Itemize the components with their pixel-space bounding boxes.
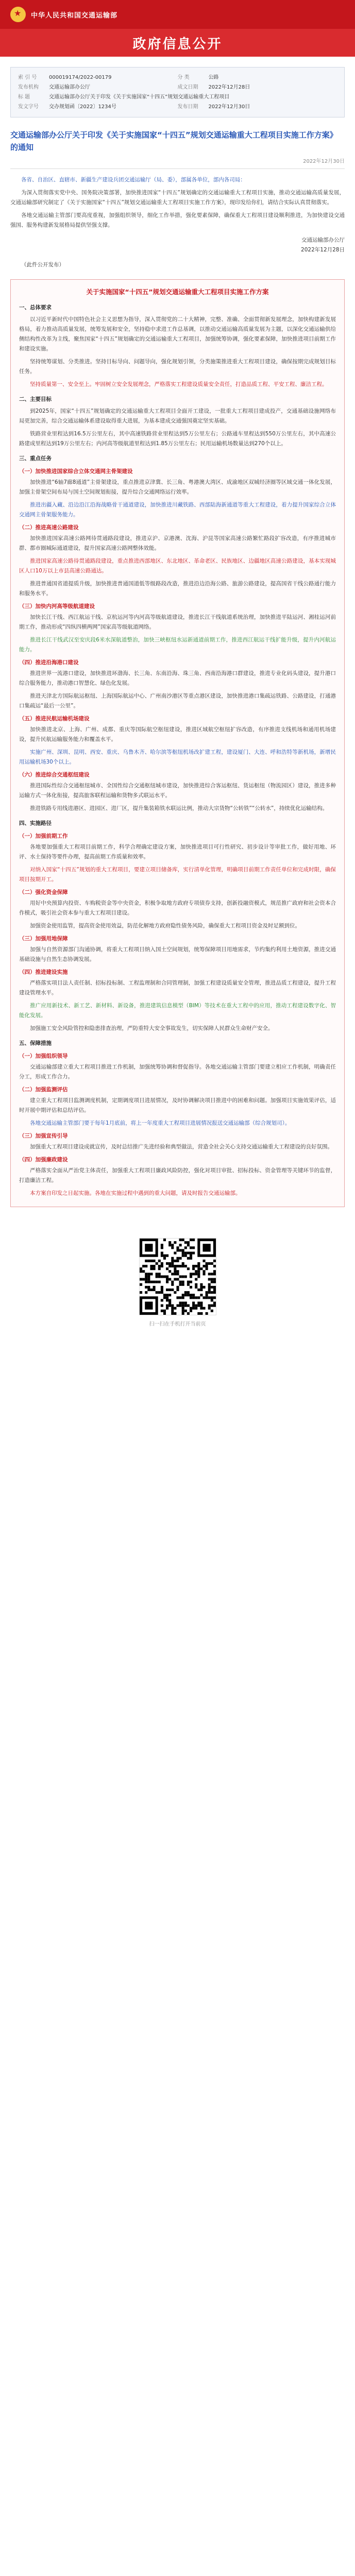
document-body [10, 169, 345, 1329]
attachment-document [10, 279, 345, 1207]
disclosure-note: （此件公开发布） [21, 262, 64, 268]
subsection-heading: （一）加强组织领导 [19, 1053, 68, 1059]
section-paragraph: 推进国际性综合交通枢纽城市、全国性综合交通枢纽城市建设，加快推进综合客运枢纽、货运枢纽（物流园区）建设，推进多种运输方式一体化衔接，提高旅客联程运输和货物多式联运水平。 [19, 783, 336, 799]
attachment-sections [19, 303, 336, 1198]
section-paragraph: 各地要加强重大工程项目前期工作，科学合理确定建设方案，加快推进项目可行性研究、初步设计等审批工作，做好用地、环评、水土保持等要件办理，提高前期工作质量和效率。 [19, 844, 336, 860]
section-paragraph: 加强与自然资源部门沟通协调，将重大工程项目纳入国土空间规划，统筹保障项目用地需求，节约集约利用土地资源，推进交通基础设施与自然生态协调发展。 [19, 946, 336, 962]
metadata-key: 发布机构 [18, 84, 39, 90]
section-paragraph: 建立重大工程项目监测调度机制，定期调度项目进展情况，及时协调解决项目推进中的困难和问题。加强项目实施效果评估，适时开展中期评估和总结评估。 [19, 1097, 336, 1113]
intro-paragraphs [10, 175, 345, 230]
section-paragraph: 加快推进国家高速公路网待贯通路段建设，推进京沪、京港澳、沈海、沪昆等国家高速公路繁忙路段扩容改造，有序推进城市群、都市圈城际通道建设，提升国家高速公路网整体效能。 [19, 535, 336, 551]
metadata-row [18, 82, 337, 92]
banner-title: 政府信息公开 [132, 36, 223, 52]
section-paragraph: 加强施工安全风险管控和隐患排查治理，严防重特大安全事故发生，切实保障人民群众生命财产安全。 [30, 1025, 274, 1031]
intro-paragraph: 各地交通运输主管部门要高度重视，加强组织领导，细化工作举措，强化要素保障，确保重大工程项目建设顺利推进，为加快建设交通强国、服务构建新发展格局提供坚强支撑。 [10, 212, 345, 228]
metadata-row [18, 73, 337, 82]
metadata-cell [18, 82, 178, 92]
section-heading: 三、重点任务 [19, 455, 52, 462]
subsection-heading: （六）推进综合交通枢纽建设 [19, 772, 90, 778]
section-paragraph: 各地交通运输主管部门要于每年1月底前，将上一年度重大工程项目进展情况报送交通运输部（综合规划司）。 [30, 1120, 291, 1126]
subsection-heading: （四）推进沿海港口建设 [19, 659, 79, 666]
signature-date: 2022年12月28日 [301, 247, 345, 253]
section-paragraph: 推进天津北方国际航运枢纽、上海国际航运中心、广州南沙港区等重点港区建设，加快推进港口集疏运铁路、公路建设，打通港口集疏运“最后一公里”。 [19, 693, 336, 709]
metadata-value: 交通运输部办公厅关于印发《关于实施国家“十四五”规划交通运输重大工程项目 [49, 94, 230, 100]
section-paragraph: 推进出疆入藏、沿边沿江沿海战略骨干通道建设，加快推进川藏铁路、西部陆海新通道等重大工程建设，着力提升国家综合立体交通网主骨架服务能力。 [19, 502, 336, 518]
section-paragraph: 推进普通国省道提质升级，加快推进普通国道低等级路段改造，推进沿边沿海公路、旅游公路建设，提高国省干线公路通行能力和服务水平。 [19, 581, 336, 597]
subsection-heading: （四）加强廉政建设 [19, 1157, 68, 1163]
metadata-row [18, 92, 337, 102]
subsection-heading: （三）加强用地保障 [19, 936, 68, 942]
site-header [0, 0, 355, 29]
metadata-cell [178, 82, 337, 92]
section-paragraph: 交通运输部建立重大工程项目推进工作机制，加强统筹协调和督促指导。各地交通运输主管部门要建立相应工作机制，明确责任分工，形成工作合力。 [19, 1064, 336, 1080]
section-paragraph: 坚持统筹谋划、分类推进。坚持目标导向、问题导向，强化规划引领，分类施策推进重大工程项目建设，确保按期完成规划目标任务。 [19, 359, 336, 375]
section-paragraph: 本方案自印发之日起实施。各地在实施过程中遇到的重大问题，请及时报告交通运输部。 [30, 1190, 241, 1196]
section-paragraph: 推广应用新技术、新工艺、新材料、新设备，推进建筑信息模型（BIM）等技术在重大工程中的应用，推动工程建设数字化、智能化发展。 [19, 1003, 336, 1019]
metadata-key: 标 题 [18, 94, 30, 100]
qr-code-icon [139, 1238, 216, 1315]
section-paragraph: 加快长江干线、西江航运干线、京杭运河等内河高等级航道建设，推进长江干线航道系统治理，加快推进平陆运河、湘桂运河前期工作，推动形成“四纵四横两网”国家高等级航道网络。 [19, 614, 336, 630]
metadata-cell [18, 102, 178, 112]
section-heading: 四、实施路径 [19, 820, 52, 826]
section-paragraph: 加快推进北京、上海、广州、成都、重庆等国际航空枢纽建设，推进区域航空枢纽扩容改造，有序推进支线机场和通用机场建设，提升民航运输服务能力和覆盖水平。 [19, 726, 336, 742]
subsection-heading: （一）加强前期工作 [19, 833, 68, 839]
section-paragraph: 严格落实全面从严治党主体责任，加强重大工程项目廉政风险防控，强化对项目审批、招标投标、资金管理等关键环节的监督，打造廉洁工程。 [19, 1167, 336, 1183]
intro-paragraph: 为深入贯彻落实党中央、国务院决策部署，加快推进国家“十四五”规划确定的交通运输重大工程项目实施，推动交通运输高质量发展，交通运输部研究制定了《关于实施国家“十四五”规划交通运输重大工程项目实施工作方案》，现印发给你们，请结合实际认真贯彻落实。 [10, 190, 345, 206]
section-heading: 五、保障措施 [19, 1040, 52, 1046]
section-paragraph: 对纳入国家“十四五”规划的重大工程项目，要建立项目储备库，实行清单化管理，明确项目前期工作责任单位和完成时限，确保项目按期开工。 [19, 867, 336, 883]
national-emblem-icon [10, 7, 26, 22]
metadata-value: 交通运输部办公厅 [49, 84, 90, 90]
metadata-value: 2022年12月30日 [208, 104, 250, 110]
qr-section [10, 1238, 345, 1329]
metadata-cell [178, 73, 337, 82]
metadata-key: 发文字号 [18, 104, 39, 110]
metadata-key: 分 类 [177, 75, 190, 80]
subsection-heading: （二）强化资金保障 [19, 889, 68, 895]
metadata-key: 索 引 号 [18, 75, 37, 80]
subsection-heading: （二）推进高速公路建设 [19, 524, 79, 531]
metadata-value: 2022年12月28日 [208, 84, 250, 90]
metadata-table [10, 67, 345, 117]
section-paragraph: 推进国家高速公路待贯通路段建设，重点推进西部地区、东北地区、革命老区、民族地区、边疆地区高速公路建设，基本实现城区人口10万以上市县高速公路通达。 [19, 558, 336, 574]
document-title: 交通运输部办公厅关于印发《关于实施国家“十四五”规划交通运输重大工程项目实施工作方案》的通知 [10, 130, 337, 152]
section-paragraph: 严格落实项目法人责任制、招标投标制、工程监理制和合同管理制，加强工程建设质量安全管理，推进品质工程建设，提升工程建设管理水平。 [19, 980, 336, 996]
attachment-title: 关于实施国家“十四五”规划交通运输重大工程项目实施工作方案 [86, 288, 269, 296]
section-paragraph: 实施广州、深圳、昆明、西安、重庆、乌鲁木齐、哈尔滨等枢纽机场改扩建工程，建设厦门、大连、呼和浩特等新机场，新增民用运输机场30个以上。 [19, 749, 336, 765]
publish-date: 2022年12月30日 [10, 157, 345, 169]
subsection-heading: （一）加快推进国家综合立体交通网主骨架建设 [19, 468, 133, 474]
section-heading: 一、总体要求 [19, 304, 52, 311]
section-paragraph: 加快推进“6轴7廊8通道”主骨架建设，重点推进京津冀、长三角、粤港澳大湾区、成渝地区双城经济圈等区域交通一体化发展，加强主骨架空间布局与国土空间规划衔接，提升综合交通网络运行效率。 [19, 479, 336, 495]
section-paragraph: 加强资金使用监管，提高资金使用效益，防范化解地方政府隐性债务风险，确保重大工程项目资金及时足额到位。 [30, 923, 300, 929]
metadata-cell [178, 102, 337, 112]
subsection-heading: （五）推进民航运输机场建设 [19, 716, 90, 722]
section-paragraph: 用好中央预算内投资、车购税资金等中央资金，积极争取地方政府专项债券支持，创新投融资模式，规范推广政府和社会资本合作模式，吸引社会资本参与重大工程项目建设。 [19, 900, 336, 916]
section-paragraph: 推进长江干线武汉至安庆段6米水深航道整治，加快三峡枢纽水运新通道前期工作，推进西江航运干线扩能升级，提升内河航运能力。 [19, 637, 336, 653]
metadata-value: 交办规划函〔2022〕1234号 [49, 104, 116, 110]
signature-org: 交通运输部办公厅 [301, 237, 345, 243]
section-paragraph: 推进铁路专用线进港区、进园区、进厂区，提升集装箱铁水联运比例，推动大宗货物“公转铁”“公转水”，持续优化运输结构。 [30, 805, 328, 811]
metadata-cell [18, 92, 337, 102]
section-paragraph: 推进世界一流港口建设，加快推进环渤海、长三角、东南沿海、珠三角、西南沿海港口群建设，推进专业化码头建设，提升港口综合服务能力，推动港口智慧化、绿色化发展。 [19, 670, 336, 686]
section-paragraph: 以习近平新时代中国特色社会主义思想为指导，深入贯彻党的二十大精神，完整、准确、全面贯彻新发展理念，加快构建新发展格局，着力推动高质量发展，统筹发展和安全，坚持稳中求进工作总基调，以推动交通运输高质量发展为主题，以深化交通运输供给侧结构性改革为主线，聚焦国家“十四五”规划确定的交通运输重大工程项目，加强统筹协调，强化要素保障，加快推进项目前期工作和建设实施。 [19, 316, 336, 352]
section-paragraph: 加强重大工程项目建设成就宣传，及时总结推广先进经验和典型做法，营造全社会关心支持交通运输重大工程建设的良好氛围。 [30, 1144, 333, 1150]
subsection-heading: （三）加快内河高等级航道建设 [19, 603, 95, 609]
section-paragraph: 到2025年，国家“十四五”规划确定的交通运输重大工程项目全面开工建设，一批重大工程项目建成投产，交通基础设施网络布局更加完善，综合交通运输体系建设取得重大进展，为基本建成交通强国奠定坚实基础。 [19, 408, 336, 424]
banner [0, 29, 355, 57]
signature [10, 235, 345, 255]
subsection-heading: （二）加强监测评估 [19, 1087, 68, 1093]
site-title[interactable]: 中华人民共和国交通运输部 [31, 11, 118, 20]
intro-paragraph: 各省、自治区、直辖市、新疆生产建设兵团交通运输厅（局、委），部属各单位，部内各司局： [21, 177, 246, 183]
metadata-key: 成文日期 [177, 84, 198, 90]
qr-caption: 扫一扫在手机打开当前页 [149, 1321, 206, 1327]
metadata-key: 发布日期 [177, 104, 198, 110]
section-paragraph: 坚持质量第一、安全至上。牢固树立安全发展理念，严格落实工程建设质量安全责任，打造品质工程、平安工程、廉洁工程。 [30, 381, 328, 387]
section-paragraph: 铁路营业里程达到16.5万公里左右，其中高速铁路营业里程达到5万公里左右；公路通车里程达到550万公里左右，其中高速公路建成里程达到19万公里左右；内河高等级航道里程达到1.85万公里左右；民用运输机场数量达到270个以上。 [19, 431, 336, 447]
metadata-value: 000019174/2022-00179 [49, 75, 112, 80]
metadata-value: 公路 [208, 75, 219, 80]
subsection-heading: （四）推进建设实施 [19, 969, 68, 975]
metadata-cell [18, 73, 178, 82]
metadata-row [18, 102, 337, 112]
section-heading: 二、主要目标 [19, 396, 52, 402]
subsection-heading: （三）加强宣传引导 [19, 1133, 68, 1139]
